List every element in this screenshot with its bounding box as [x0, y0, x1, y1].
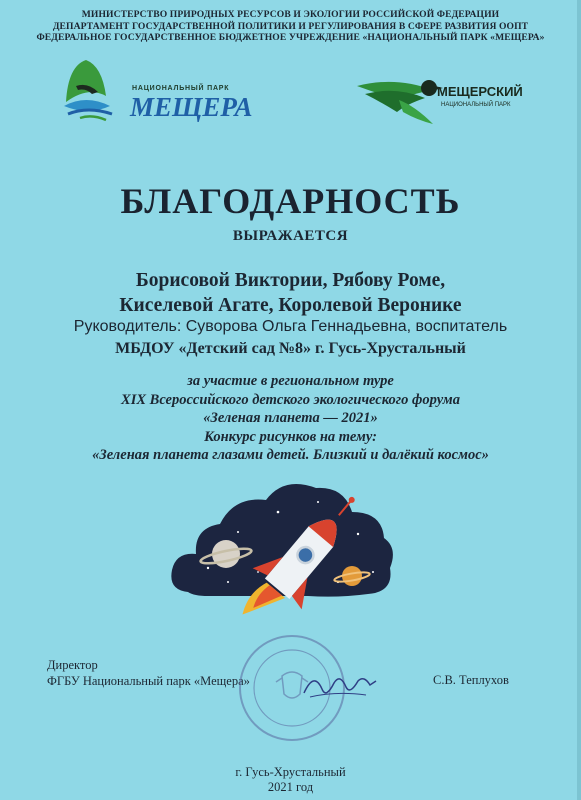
- leader-line: Руководитель: Суворова Ольга Геннадьевна, воспитатель: [73, 318, 508, 335]
- event-line-4: Конкурс рисунков на тему:: [204, 428, 377, 445]
- event-line-1: за участие в региональном туре: [187, 373, 394, 389]
- bird-emblem-icon: [357, 80, 443, 124]
- issue-year: 2021 год: [267, 780, 314, 794]
- event-description: [0, 372, 581, 465]
- director-role-line-1: Директор: [47, 658, 98, 672]
- header-line-3: ФЕДЕРАЛЬНОЕ ГОСУДАРСТВЕННОЕ БЮДЖЕТНОЕ УЧРЕЖДЕНИЕ «НАЦИОНАЛЬНЫЙ ПАРК «МЕЩЕРА»: [36, 32, 545, 43]
- meshchersky-park-logo: [355, 72, 525, 130]
- issuer-header: [0, 9, 581, 44]
- left-logo-caption: НАЦИОНАЛЬНЫЙ ПАРК: [132, 85, 230, 92]
- right-logo-name: МЕЩЕРСКИЙ: [437, 84, 523, 99]
- issue-city: г. Гусь-Хрустальный: [235, 765, 346, 779]
- meshchera-park-logo: [58, 56, 273, 126]
- document-title: БЛАГОДАРНОСТЬ: [120, 181, 461, 221]
- issue-place-date: [0, 765, 581, 795]
- right-logo-caption: НАЦИОНАЛЬНЫЙ ПАРК: [441, 102, 511, 108]
- director-name: С.В. Теплухов: [433, 673, 509, 687]
- recipients-line-1: Борисовой Виктории, Рябову Роме,: [135, 270, 446, 291]
- handwritten-signature: [300, 665, 380, 705]
- heron-emblem-icon: [64, 60, 112, 120]
- school-line: МБДОУ «Детский сад №8» г. Гусь-Хрустальный: [115, 340, 466, 357]
- recipients: [0, 268, 581, 318]
- recipients-line-2: Киселевой Агате, Королевой Веронике: [119, 295, 462, 316]
- header-line-2: ДЕПАРТАМЕНТ ГОСУДАРСТВЕННОЙ ПОЛИТИКИ И РЕГУЛИРОВАНИЯ В СФЕРЕ РАЗВИТИЯ ООПТ: [52, 20, 529, 32]
- left-logo-name: МЕЩЕРА: [130, 92, 253, 122]
- document-subtitle: ВЫРАЖАЕТСЯ: [232, 228, 349, 244]
- director-signature-block: [47, 657, 250, 689]
- scan-edge-shadow: [577, 0, 581, 800]
- space-rocket-illustration: [168, 472, 398, 642]
- header-line-1: МИНИСТЕРСТВО ПРИРОДНЫХ РЕСУРСОВ И ЭКОЛОГИИ РОССИЙСКОЙ ФЕДЕРАЦИИ: [81, 9, 500, 20]
- event-line-2: XIX Всероссийского детского экологического форума: [121, 391, 460, 408]
- event-line-5: «Зеленая планета глазами детей. Близкий и далёкий космос»: [92, 447, 489, 463]
- event-line-3: «Зеленая планета — 2021»: [203, 410, 378, 426]
- director-role-line-2: ФГБУ Национальный парк «Мещера»: [47, 674, 250, 688]
